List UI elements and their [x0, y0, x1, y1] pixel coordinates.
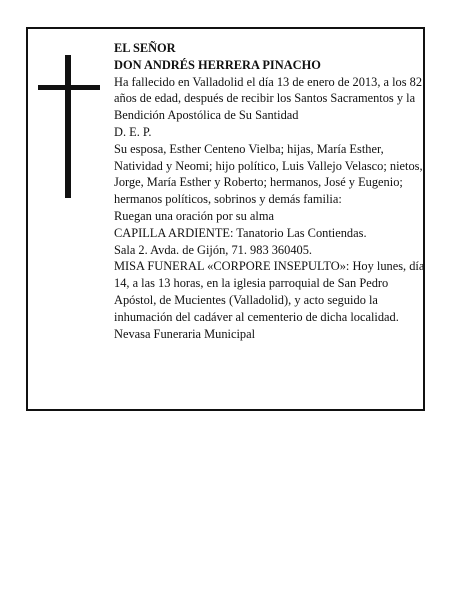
obituary-notice	[26, 27, 425, 411]
notice-text	[114, 40, 426, 342]
chapel-address: Sala 2. Avda. de Gijón, 71. 983 360405.	[114, 242, 313, 257]
prayer-request: Ruegan una oración por su alma	[114, 208, 274, 223]
mass-info: MISA FUNERAL «CORPORE INSEPULTO»: Hoy lunes, día 14, a las 13 horas, en la iglesia parroquial de San Pedro Apóstol, de Mucientes (Valladolid), y acto seguido la inhumación del cadáver al cementerio de dicha localidad.	[114, 259, 425, 324]
funeral-home: Nevasa Funeraria Municipal	[114, 326, 256, 341]
family-list: Su esposa, Esther Centeno Vielba; hijas, María Esther, Natividad y Neomi; hijo político, Luis Vallejo Velasco; nietos, Jorge, María Esther y Roberto; hermanos, José y Eugenio; hermanos políticos, sobrinos y demás familia:	[114, 141, 423, 207]
deceased-name: DON ANDRÉS HERRERA PINACHO	[114, 57, 321, 72]
cross-vertical-bar	[65, 55, 71, 198]
cross-icon	[38, 55, 100, 198]
chapel-info: CAPILLA ARDIENTE: Tanatorio Las Contiendas.	[114, 225, 367, 240]
death-announcement: Ha fallecido en Valladolid el día 13 de enero de 2013, a los 82 años de edad, después de recibir los Santos Sacramentos y la Bendición Apostólica de Su Santidad	[114, 74, 423, 123]
notice-title: EL SEÑOR	[114, 41, 176, 55]
dep-abbreviation: D. E. P.	[114, 124, 152, 139]
cross-horizontal-bar	[38, 85, 100, 90]
